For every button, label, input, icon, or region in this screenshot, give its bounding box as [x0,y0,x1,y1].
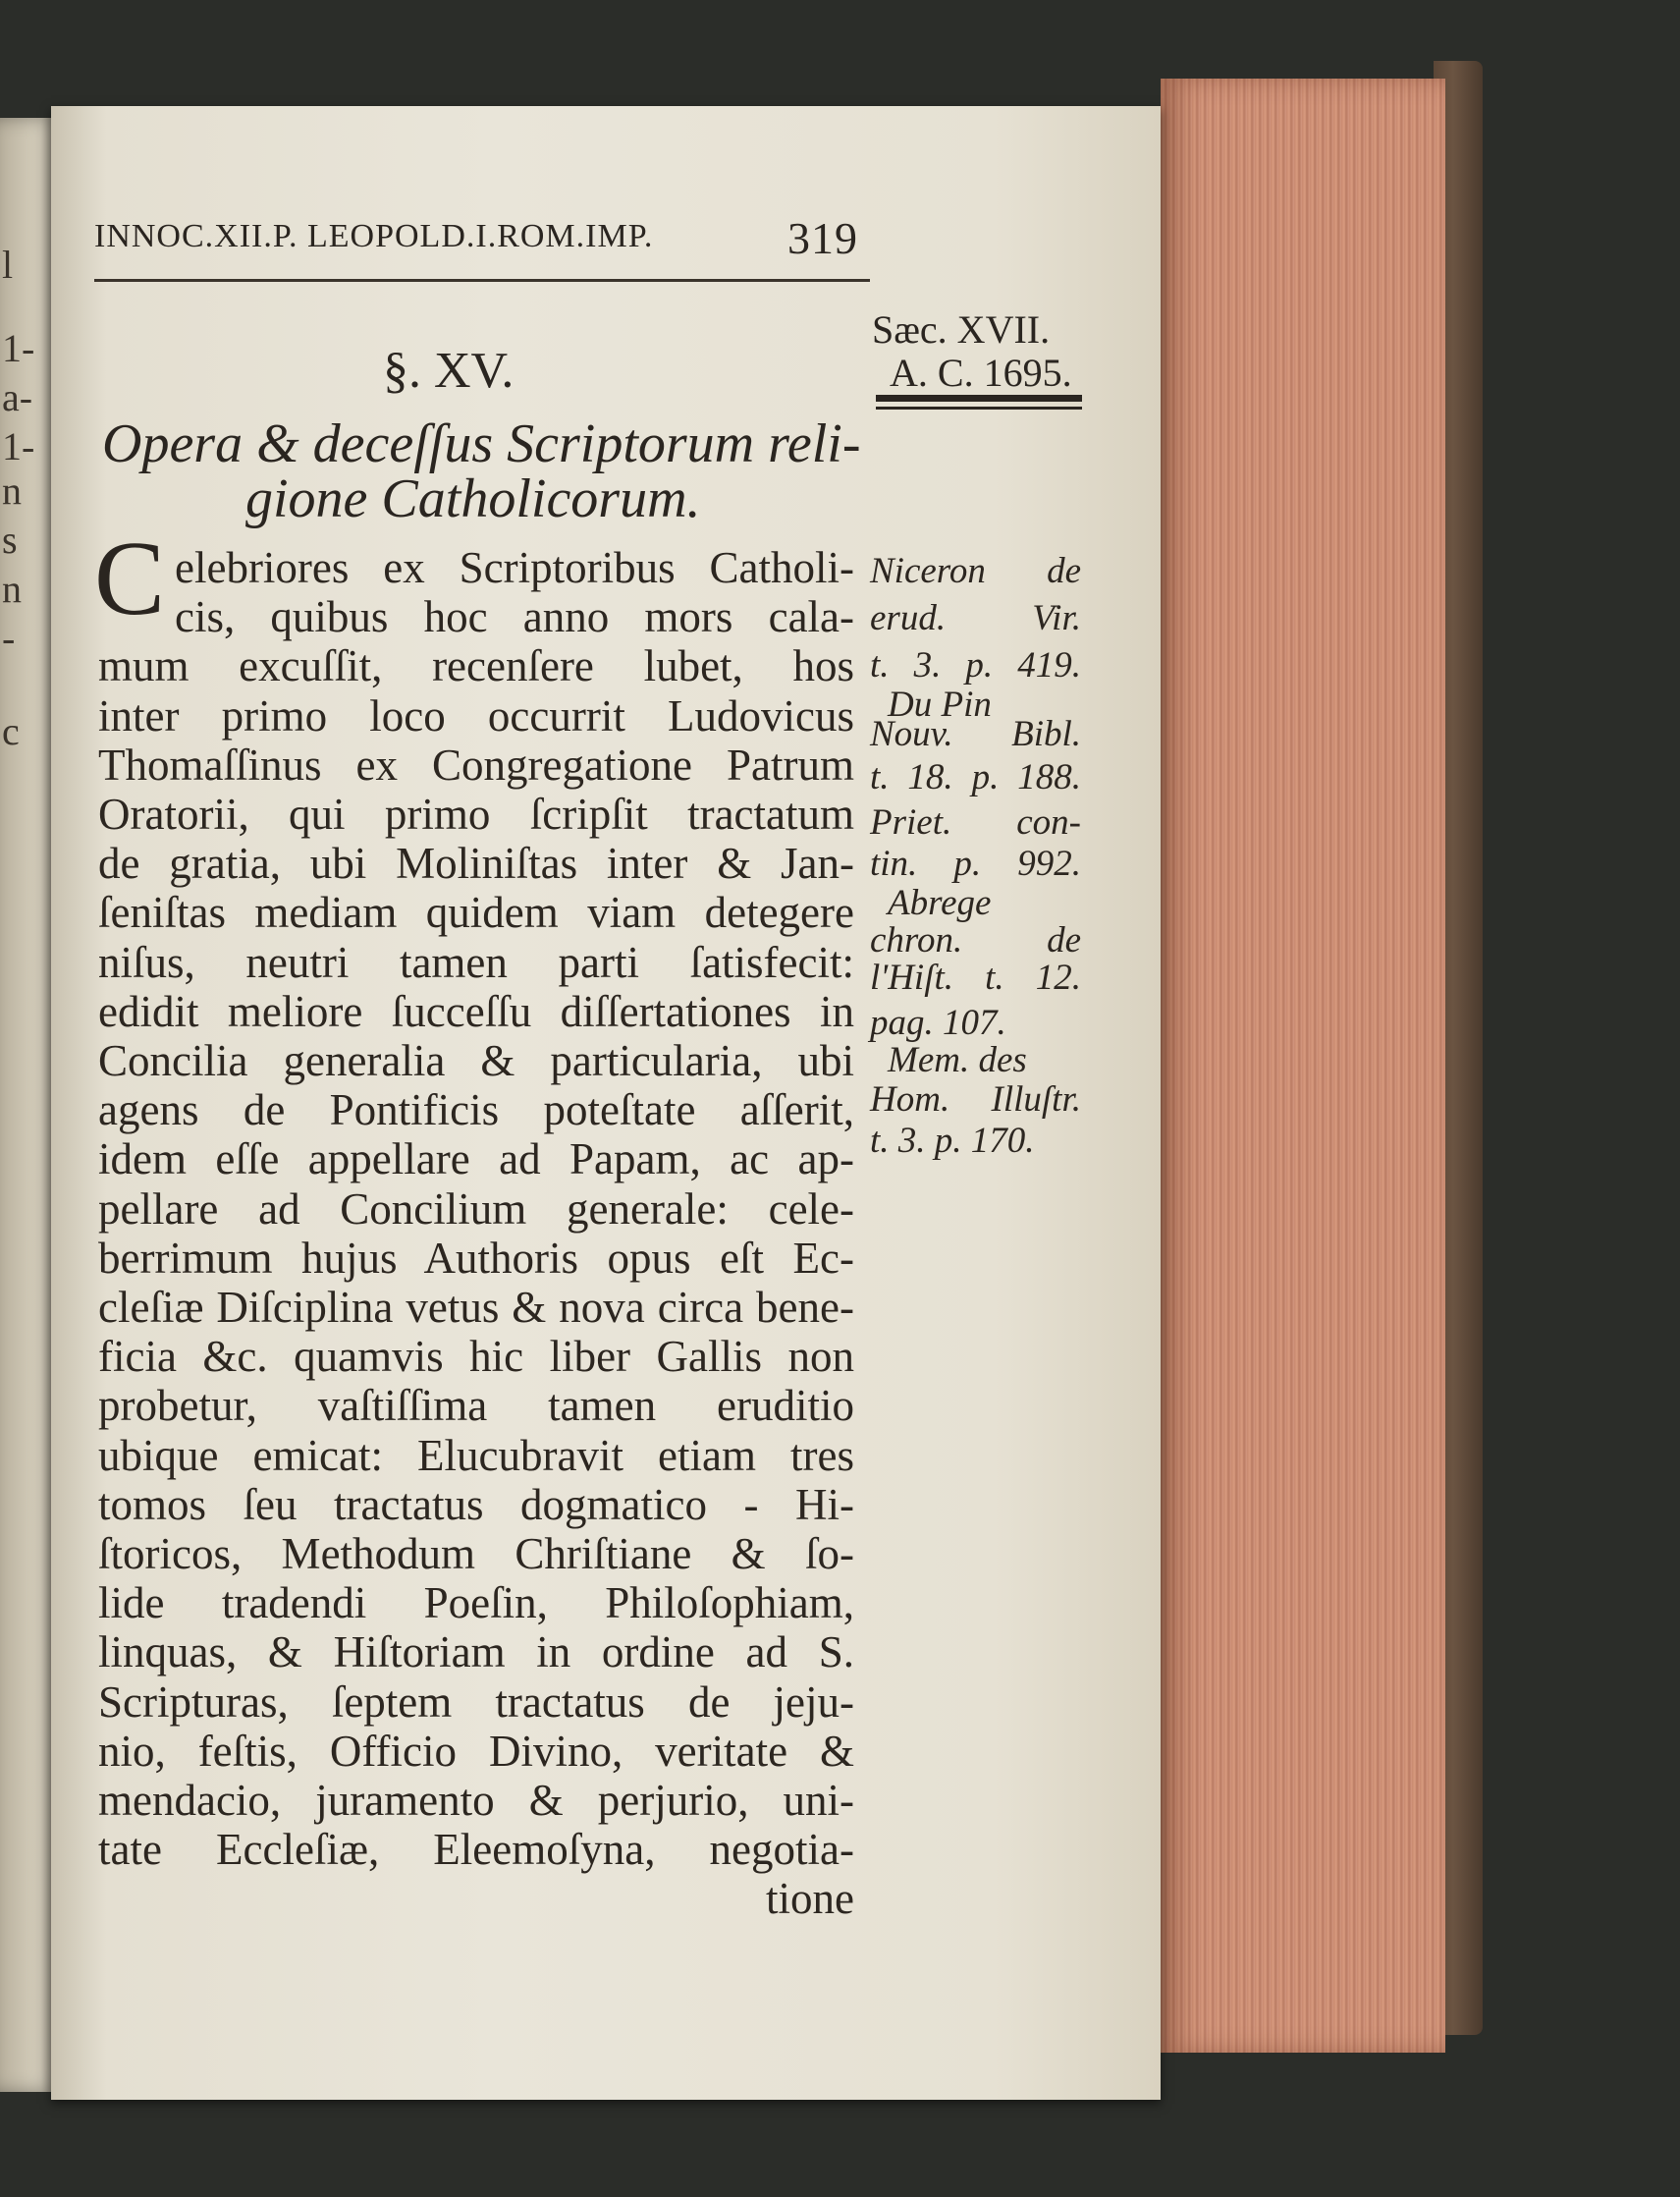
margin-note-line: erud. Vir. [870,598,1081,638]
body-line: nio, feſtis, Officio Divino, veritate & [98,1726,854,1776]
left-page-fragment: l [2,243,14,287]
running-head [94,213,880,277]
margin-note-line: Du Pin [888,685,992,725]
body-line: cis, quibus hoc anno mors cala- [175,592,854,642]
page-block-edges [1161,79,1445,2053]
margin-note-line: pag. 107. [870,1003,1006,1043]
header-rule [94,279,870,282]
margin-note-line: Mem. des [888,1040,1027,1080]
body-line: inter primo loco occurrit Ludovicus [98,690,854,741]
body-line: mendacio, juramento & perjurio, uni- [98,1776,854,1825]
margin-note-line: chron. de [870,920,1081,961]
body-line: agens de Pontificis poteſtate aſſerit, [98,1085,854,1135]
body-line: probetur, vaſtiſſima tamen eruditio [98,1381,854,1431]
body-line: tate Eccleſiæ, Eleemoſyna, negotia- [98,1825,854,1875]
body-line: linquas, & Hiſtoriam in ordine ad S. [98,1627,854,1677]
body-line: niſus, neutri tamen parti ſatisfecit: [98,937,854,987]
margin-rule-thick [876,395,1082,402]
left-page-fragment: c [2,709,20,753]
section-heading-line-1: Opera & deceſſus Scriptorum reli- [102,413,861,474]
body-line: berrimum hujus Authoris opus eſt Ec- [98,1233,854,1283]
body-line: Thomaſſinus ex Congregatione Patrum [98,740,854,790]
body-line: de gratia, ubi Moliniſtas inter & Jan- [98,839,854,889]
left-page-fragment: - [2,616,16,660]
margin-note-line: t. 3. p. 170. [870,1121,1035,1161]
body-line: ſtoricos, Methodum Chriſtiane & ſo- [98,1529,854,1578]
margin-note-line: Hom. Illuſtr. [870,1079,1081,1120]
body-line: Concilia generalia & particularia, ubi [98,1036,854,1085]
body-line: Scripturas, ſeptem tractatus de jeju- [98,1676,854,1727]
section-heading-line-2: gione Catholicorum. [245,468,701,529]
body-line: elebriores ex Scriptoribus Catholi- [175,543,854,592]
running-head-text: INNOC.XII.P. LEOPOLD.I.ROM.IMP. [94,218,654,254]
margin-note-line: Priet. con- [870,802,1081,843]
margin-note-line: Abrege [888,883,992,923]
body-line: ficia &c. quamvis hic liber Gallis non [98,1332,854,1382]
section-number: §. XV. [383,343,515,399]
body-line: pellare ad Concilium generale: cele- [98,1183,854,1234]
drop-cap: C [94,521,166,637]
margin-note-line: Niceron de [870,551,1081,591]
body-line: lide tradendi Poeſin, Philoſophiam, [98,1578,854,1628]
margin-note-line: l'Hiſt. t. 12. [870,958,1081,998]
left-page-fragment: 1- [2,424,35,468]
body-line: tomos ſeu tractatus dogmatico - Hi- [98,1479,854,1529]
body-line: mum excuſſit, recenſere lubet, hos [98,641,854,691]
body-line: ubique emicat: Elucubravit etiam tres [98,1430,854,1480]
left-page-fragment: n [2,567,22,611]
body-line: Oratorii, qui primo ſcripſit tractatum [98,790,854,839]
left-page-fragment: a- [2,375,33,419]
body-line: edidit meliore ſucceſſu diſſertationes in [98,986,854,1036]
page-number: 319 [787,213,858,263]
body-line: idem eſſe appellare ad Papam, ac ap- [98,1134,854,1184]
margin-note-line: Nouv. Bibl. [870,714,1081,754]
margin-anno: A. C. 1695. [890,351,1072,395]
margin-note-line: t. 18. p. 188. [870,757,1081,797]
body-line: tione [766,1874,854,1924]
body-line: ſeniſtas mediam quidem viam detegere [98,888,854,938]
margin-note-line: tin. p. 992. [870,844,1081,884]
margin-note-line: t. 3. p. 419. [870,645,1081,686]
left-page-fragment: 1- [2,326,35,370]
body-line: cleſiæ Diſciplina vetus & nova circa bene- [98,1283,854,1332]
margin-saeculum: Sæc. XVII. [872,307,1051,352]
left-page-fragment: n [2,468,22,513]
margin-rule-thin [876,407,1082,410]
left-page-edge [0,118,59,2092]
left-page-fragment: s [2,518,18,562]
